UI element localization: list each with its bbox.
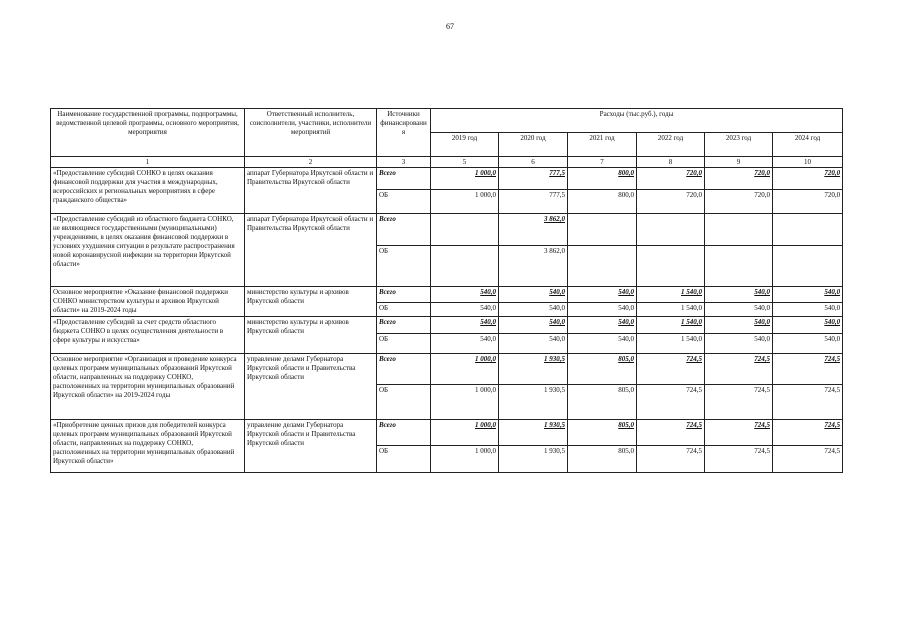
table-row (51, 354, 843, 385)
header-year: 2022 год (637, 133, 705, 157)
row-source-ob: ОБ (377, 246, 431, 287)
ob-value: 800,0 (568, 190, 637, 214)
ob-value: 1 000,0 (431, 385, 499, 420)
table-body (51, 168, 843, 473)
ob-value: 540,0 (705, 334, 773, 354)
ob-value: 1 540,0 (637, 334, 705, 354)
total-value: 724,5 (705, 420, 773, 446)
total-value: 540,0 (705, 287, 773, 303)
column-number: 7 (568, 157, 637, 168)
total-value: 1 540,0 (637, 317, 705, 334)
row-name: «Предоставление субсидий за счет средств областного бюджета СОНКО в целях осуществления деятельности в сфере культуры и искусства» (51, 317, 245, 354)
header-sources: Источники финансировани я (377, 109, 431, 157)
total-value: 540,0 (431, 317, 499, 334)
ob-value: 540,0 (499, 303, 568, 317)
row-source-ob: ОБ (377, 334, 431, 354)
row-name: Основное мероприятие «Оказание финансовой поддержки СОНКО министерством культуры и архивов Иркутской области» на 2019-2024 годы (51, 287, 245, 317)
total-value (431, 214, 499, 246)
ob-value: 720,0 (705, 190, 773, 214)
ob-value: 540,0 (773, 334, 843, 354)
row-source-total: Всего (377, 168, 431, 190)
row-source-total: Всего (377, 287, 431, 303)
page-number: 67 (446, 22, 454, 31)
total-value: 724,5 (637, 354, 705, 385)
total-value (568, 214, 637, 246)
total-value (773, 214, 843, 246)
total-value: 1 000,0 (431, 420, 499, 446)
total-value: 540,0 (431, 287, 499, 303)
row-executor: аппарат Губернатора Иркутской области и Правительства Иркутской области (245, 214, 377, 287)
total-value: 720,0 (773, 168, 843, 190)
table-row (51, 168, 843, 190)
total-value: 724,5 (773, 354, 843, 385)
column-number: 1 (51, 157, 245, 168)
ob-value: 540,0 (773, 303, 843, 317)
ob-value: 540,0 (568, 303, 637, 317)
row-executor: управление делами Губернатора Иркутской области и Правительства Иркутской области (245, 354, 377, 420)
ob-value (431, 246, 499, 287)
ob-value: 1 000,0 (431, 446, 499, 473)
ob-value: 724,5 (705, 446, 773, 473)
ob-value: 805,0 (568, 446, 637, 473)
total-value: 540,0 (568, 317, 637, 334)
ob-value: 724,5 (705, 385, 773, 420)
ob-value: 1 540,0 (637, 303, 705, 317)
column-number: 5 (431, 157, 499, 168)
ob-value: 724,5 (637, 446, 705, 473)
ob-value: 720,0 (637, 190, 705, 214)
ob-value (705, 246, 773, 287)
total-value: 1 000,0 (431, 168, 499, 190)
ob-value: 1 930,5 (499, 446, 568, 473)
total-value: 805,0 (568, 354, 637, 385)
column-number: 8 (637, 157, 705, 168)
table-row (51, 287, 843, 303)
total-value: 720,0 (705, 168, 773, 190)
ob-value (637, 246, 705, 287)
ob-value: 1 930,5 (499, 385, 568, 420)
total-value: 540,0 (705, 317, 773, 334)
total-value: 540,0 (773, 287, 843, 303)
total-value: 720,0 (637, 168, 705, 190)
row-executor: управление делами Губернатора Иркутской области и Правительства Иркутской области (245, 420, 377, 473)
total-value: 1 000,0 (431, 354, 499, 385)
column-number-row (51, 157, 843, 168)
total-value: 805,0 (568, 420, 637, 446)
total-value: 540,0 (499, 287, 568, 303)
total-value: 800,0 (568, 168, 637, 190)
table-row (51, 420, 843, 446)
row-source-total: Всего (377, 317, 431, 334)
total-value: 777,5 (499, 168, 568, 190)
row-name: «Предоставление субсидий из областного бюджета СОНКО, не являющимся государственными (муниципальными) учреждениями, в целях оказания финансовой поддержки в условиях ухудшения ситуации в результате распространения новой коронавирусной инфекции на территории Иркутской области» (51, 214, 245, 287)
column-number: 3 (377, 157, 431, 168)
ob-value (773, 246, 843, 287)
row-name: «Предоставление субсидий СОНКО в целях оказания финансовой поддержки для участия в международных, всероссийских и региональных мероприятиях в сфере гражданского общества» (51, 168, 245, 214)
row-executor: аппарат Губернатора Иркутской области и Правительства Иркутской области (245, 168, 377, 214)
ob-value: 540,0 (431, 303, 499, 317)
row-source-ob: ОБ (377, 446, 431, 473)
header-year: 2020 год (499, 133, 568, 157)
total-value: 1 540,0 (637, 287, 705, 303)
column-number: 6 (499, 157, 568, 168)
ob-value: 724,5 (773, 446, 843, 473)
header-expenses: Расходы (тыс.руб.), годы (431, 109, 843, 133)
row-source-total: Всего (377, 354, 431, 385)
column-number: 2 (245, 157, 377, 168)
ob-value: 540,0 (705, 303, 773, 317)
row-executor: министерство культуры и архивов Иркутской области (245, 287, 377, 317)
total-value (637, 214, 705, 246)
row-source-total: Всего (377, 214, 431, 246)
ob-value: 805,0 (568, 385, 637, 420)
total-value: 540,0 (499, 317, 568, 334)
row-executor: министерство культуры и архивов Иркутской области (245, 317, 377, 354)
total-value: 540,0 (773, 317, 843, 334)
total-value: 1 930,5 (499, 354, 568, 385)
budget-table (50, 108, 843, 473)
ob-value: 724,5 (637, 385, 705, 420)
ob-value: 777,5 (499, 190, 568, 214)
total-value: 1 930,5 (499, 420, 568, 446)
table-row (51, 214, 843, 246)
header-year: 2021 год (568, 133, 637, 157)
row-source-ob: ОБ (377, 303, 431, 317)
column-number: 9 (705, 157, 773, 168)
total-value: 540,0 (568, 287, 637, 303)
row-source-ob: ОБ (377, 190, 431, 214)
row-source-total: Всего (377, 420, 431, 446)
total-value: 724,5 (773, 420, 843, 446)
header-name: Наименование государственной программы, подпрограммы, ведомственной целевой программы, основного мероприятия, мероприятия (51, 109, 245, 157)
column-number: 10 (773, 157, 843, 168)
ob-value: 3 862,0 (499, 246, 568, 287)
total-value: 724,5 (705, 354, 773, 385)
ob-value: 540,0 (431, 334, 499, 354)
total-value: 724,5 (637, 420, 705, 446)
header-year: 2019 год (431, 133, 499, 157)
row-source-ob: ОБ (377, 385, 431, 420)
ob-value: 724,5 (773, 385, 843, 420)
header-executor: Ответственный исполнитель, соисполнители, участники, исполнители мероприятий (245, 109, 377, 157)
header-year: 2023 год (705, 133, 773, 157)
row-name: Основное мероприятие «Организация и проведение конкурса целевых программ муниципальных образований Иркутской области, направленных на поддержку СОНКО, расположенных на территории муниципальных образований Иркутской области» на 2019-2024 годы (51, 354, 245, 420)
total-value (705, 214, 773, 246)
table-row (51, 317, 843, 334)
ob-value: 540,0 (499, 334, 568, 354)
ob-value: 1 000,0 (431, 190, 499, 214)
row-name: «Приобретение ценных призов для победителей конкурса целевых программ муниципальных образований Иркутской области, направленных на поддержку СОНКО, расположенных на территории муниципальных образований Иркутской области» (51, 420, 245, 473)
ob-value: 540,0 (568, 334, 637, 354)
ob-value (568, 246, 637, 287)
ob-value: 720,0 (773, 190, 843, 214)
header-year: 2024 год (773, 133, 843, 157)
total-value: 3 862,0 (499, 214, 568, 246)
